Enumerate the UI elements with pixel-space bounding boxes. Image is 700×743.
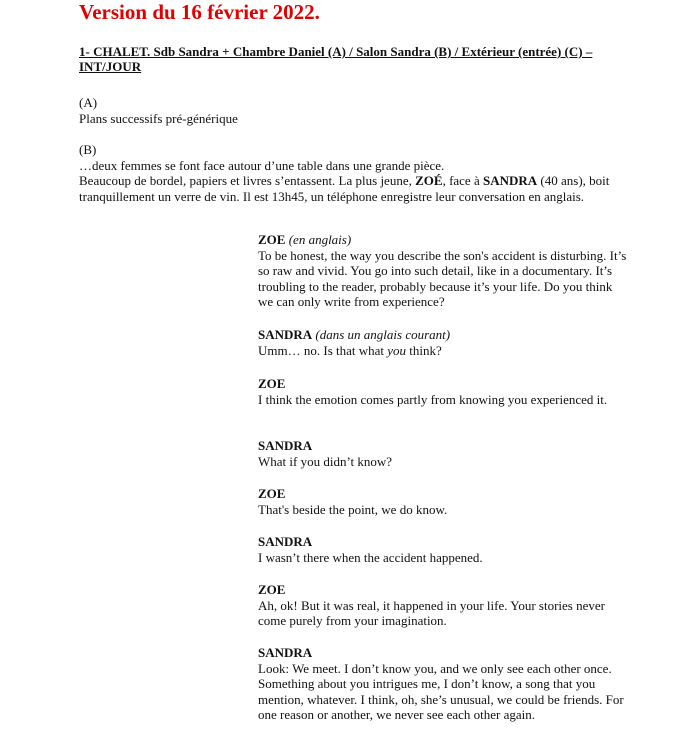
- dialogue-text-a: Umm… no. Is that what: [258, 342, 388, 358]
- speaker-name: ZOE: [258, 486, 286, 501]
- section-b-text-a: Beaucoup de bordel, papiers et livres s’entassent. La plus jeune,: [79, 173, 416, 189]
- section-b-text-b: , face à: [442, 173, 483, 189]
- scene-heading: 1- CHALET. Sdb Sandra + Chambre Daniel (A) / Salon Sandra (B) / Extérieur (entrée) (C) – INT/JOUR: [79, 44, 593, 74]
- speaker-line: [258, 232, 628, 248]
- dialogue-text: Look: We meet. I don’t know you, and we only see each other once. Something about you intrigues me, I don’t know, a song that you mention, whatever. I think, oh, she’s unusual, we could be friends. For one reason or another, we never see each other again.: [258, 660, 624, 723]
- section-a-text: Plans successifs pré-générique: [79, 110, 238, 126]
- dialogue-block: [258, 645, 628, 723]
- parenthetical: (dans un anglais courant): [315, 327, 451, 342]
- dialogue-block: [258, 438, 628, 469]
- section-b-line1: …deux femmes se font face autour d’une table dans une grande pièce.: [79, 157, 445, 173]
- version-title: Version du 16 février 2022.: [79, 0, 320, 24]
- dialogue-text: [258, 343, 628, 359]
- dialogue-text-emphasis: you: [387, 342, 407, 358]
- character-name-sandra: SANDRA: [482, 173, 538, 189]
- section-a-label: (A): [79, 95, 98, 110]
- dialogue-block: [258, 376, 628, 407]
- speaker-name: ZOE: [258, 582, 286, 597]
- dialogue-text: I think the emotion comes partly from knowing you experienced it.: [258, 391, 608, 407]
- speaker-name: SANDRA: [258, 534, 313, 549]
- section-b: [79, 142, 619, 204]
- speaker-name: SANDRA: [258, 645, 313, 660]
- section-b-paragraph: [79, 173, 619, 204]
- section-b-label: (B): [79, 142, 97, 157]
- speaker-name: SANDRA: [258, 438, 313, 453]
- dialogue-text: That's beside the point, we do know.: [258, 501, 448, 517]
- dialogue-text: To be honest, the way you describe the son's accident is disturbing. It’s so raw and vivid. You go into such detail, like in a documentary. It’s troubling to the reader, probably because it’s your life. Do you think we can only write from experience?: [258, 247, 627, 310]
- speaker-line: [258, 327, 628, 343]
- section-a: [79, 95, 238, 126]
- dialogue-block: [258, 232, 628, 310]
- dialogue-text: What if you didn’t know?: [258, 453, 393, 469]
- parenthetical: (en anglais): [288, 232, 352, 247]
- dialogue-block: [258, 327, 628, 358]
- character-name-zoe: ZOÉ: [415, 173, 443, 189]
- section-b-text-c: (40 ans), boit tranquillement un verre de vin. Il est 13h45, un téléphone enregistre leur conversation en anglais.: [79, 173, 610, 204]
- speaker-name: ZOE: [258, 232, 286, 247]
- speaker-name: SANDRA: [258, 327, 313, 342]
- dialogue-block: [258, 486, 628, 517]
- dialogue-text: Ah, ok! But it was real, it happened in your life. Your stories never come purely from your imagination.: [258, 597, 605, 629]
- dialogue-text-b: think?: [406, 342, 442, 358]
- dialogue-text: I wasn’t there when the accident happened.: [258, 549, 483, 565]
- dialogue-block: [258, 582, 628, 629]
- speaker-name: ZOE: [258, 376, 286, 391]
- dialogue-block: [258, 534, 628, 565]
